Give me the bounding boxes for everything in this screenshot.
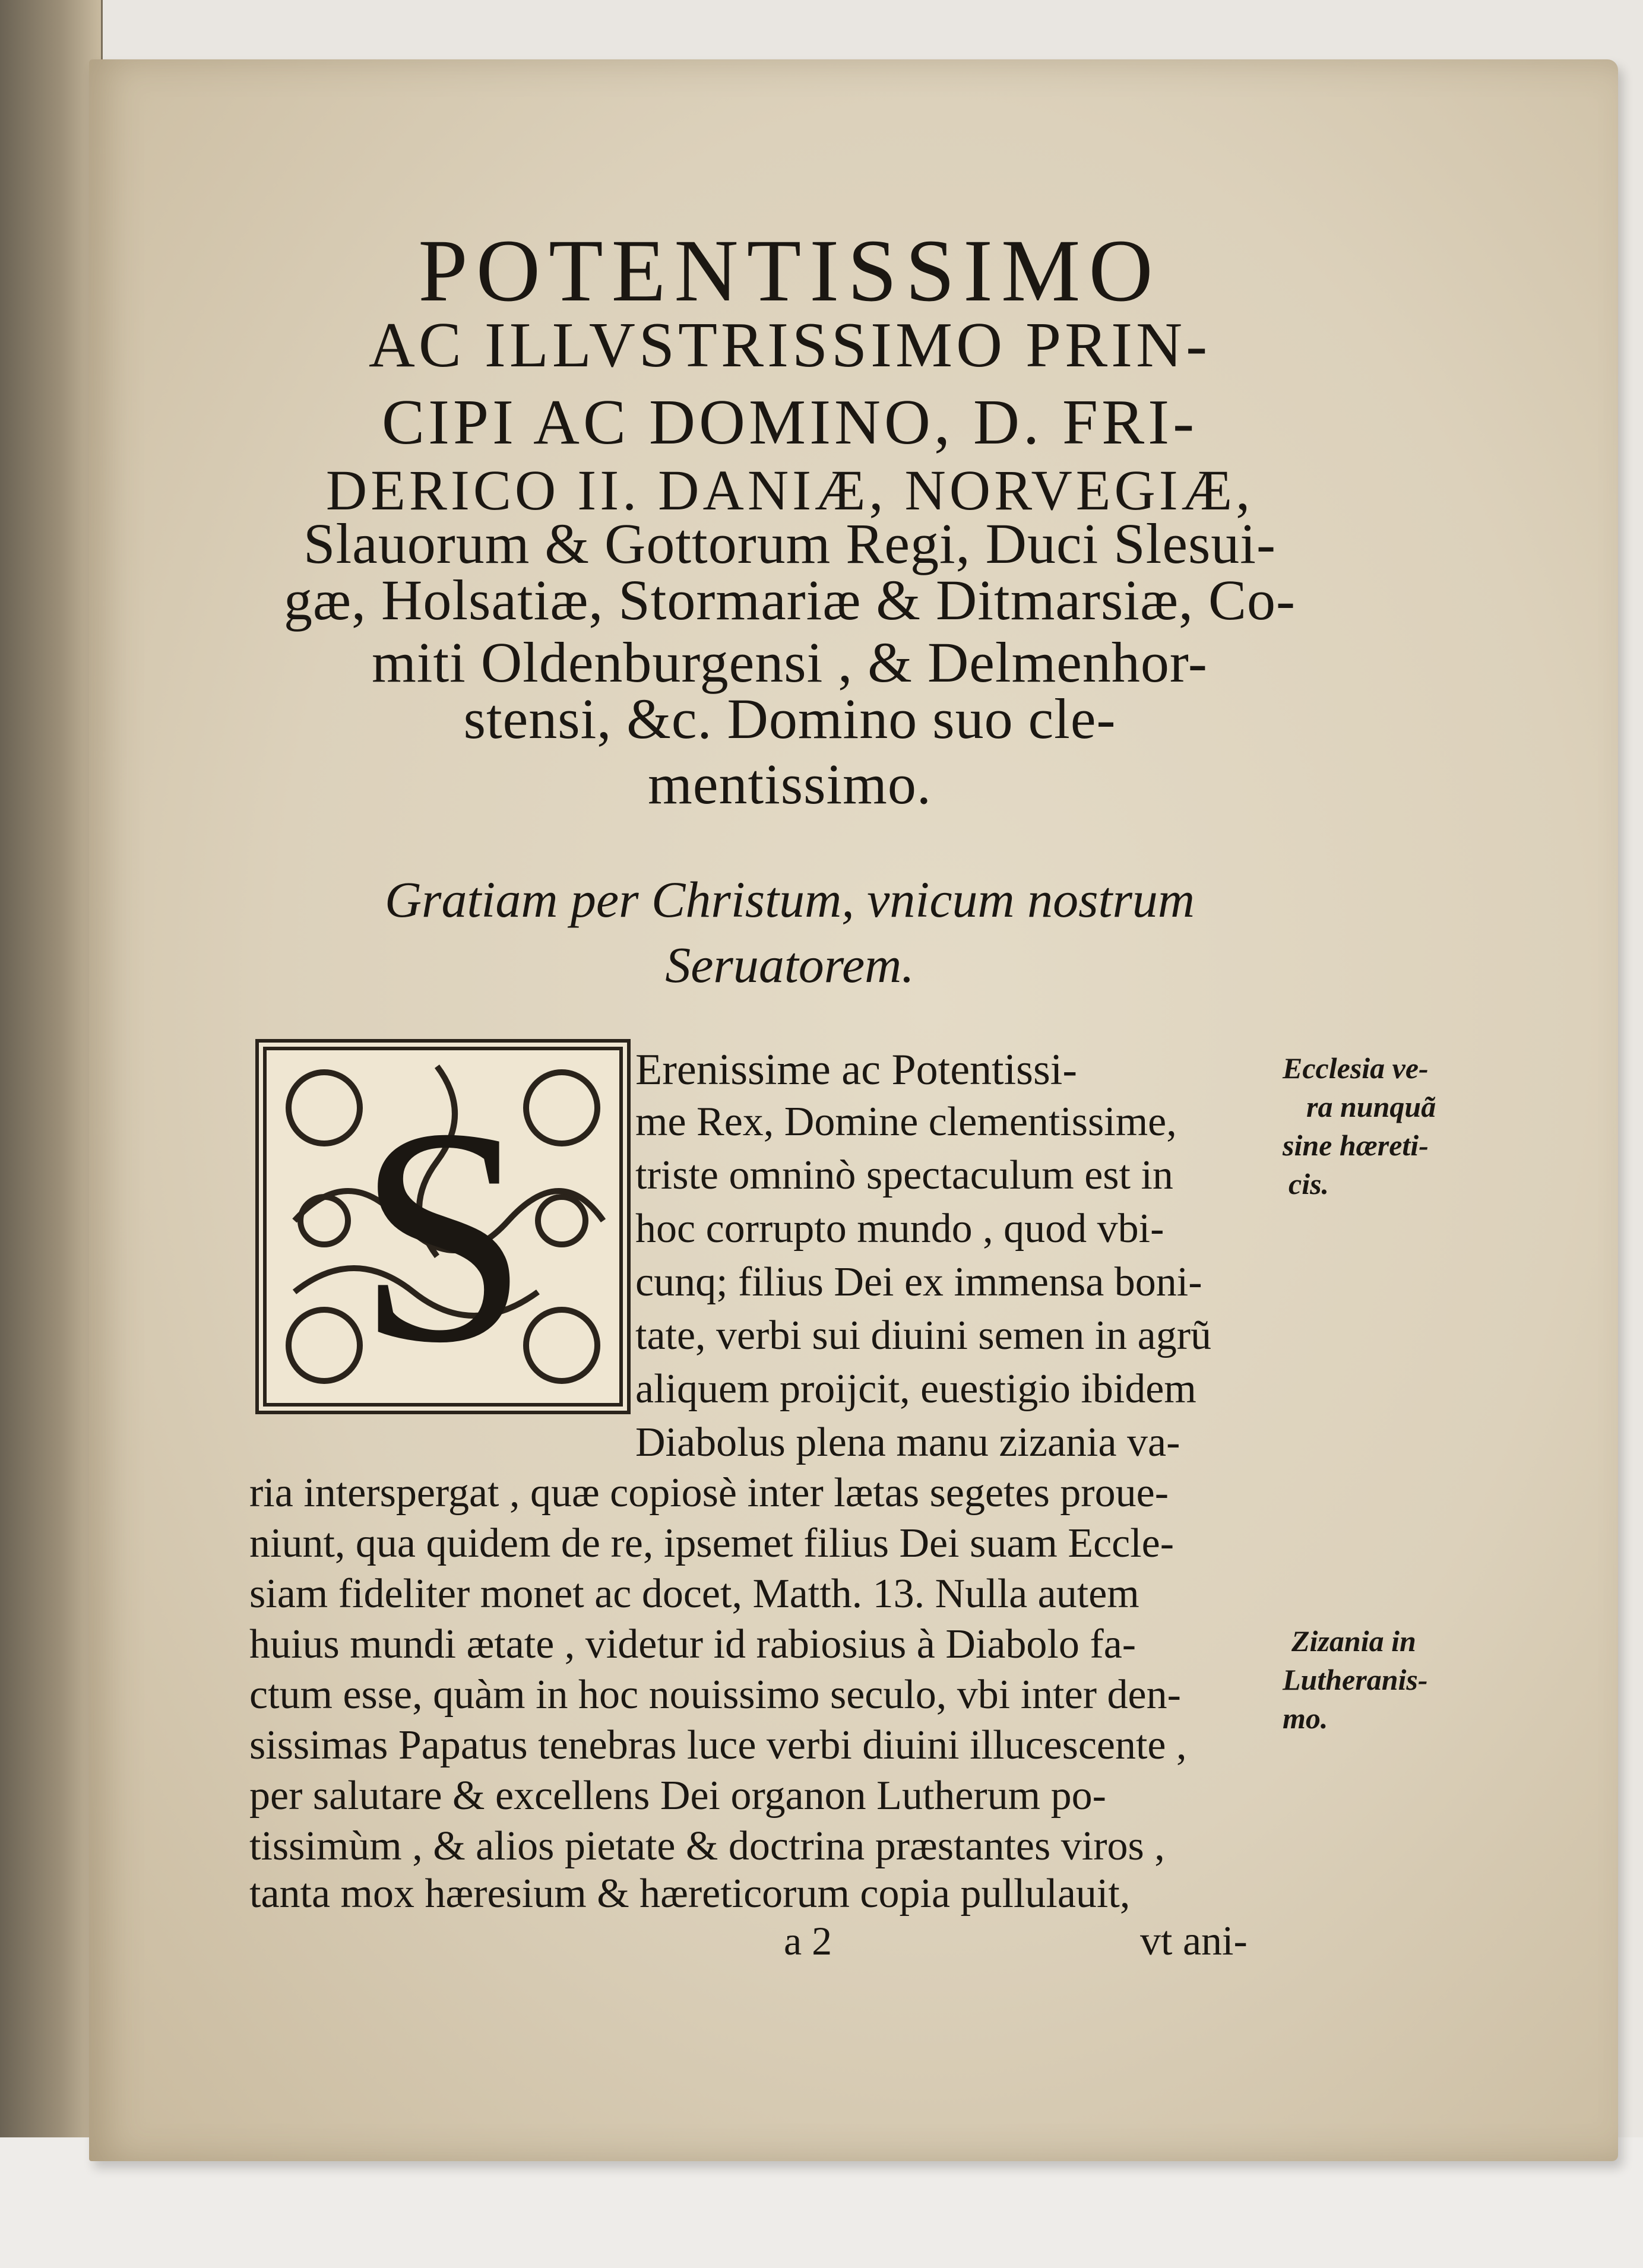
body-line-14: sissimas Papatus tenebras luce verbi diuini illucescente , bbox=[249, 1722, 1187, 1768]
body-line-5: cunq; filius Dei ex immensa boni- bbox=[635, 1259, 1202, 1305]
body-line-11: siam fideliter monet ac docet, Matth. 13. Nulla autem bbox=[249, 1571, 1139, 1617]
heading-line-6: gæ, Holsatiæ, Stormariæ & Ditmarsiæ, Co- bbox=[283, 568, 1296, 632]
margin-note-2-line-3: mo. bbox=[1283, 1702, 1328, 1735]
body-line-9: ria interspergat , quæ copiosè inter lætas segetes proue- bbox=[249, 1470, 1169, 1516]
heading-line-1: POTENTISSIMO bbox=[418, 221, 1161, 320]
body-line-3: triste omninò spectaculum est in bbox=[635, 1152, 1173, 1198]
svg-text:S: S bbox=[357, 1065, 529, 1407]
body-line-10: niunt, qua quidem de re, ipsemet filius Dei suam Eccle- bbox=[249, 1521, 1175, 1566]
signature-mark: a 2 bbox=[784, 1918, 832, 1963]
heading-line-8: stensi, &c. Domino suo cle- bbox=[463, 687, 1116, 750]
margin-note-2-line-2: Lutheranis- bbox=[1283, 1663, 1428, 1696]
body-line-15: per salutare & excellens Dei organon Lutherum po- bbox=[249, 1773, 1106, 1819]
catchword: vt ani- bbox=[1140, 1918, 1248, 1964]
body-line-17: tanta mox hæresium & hæreticorum copia pullulauit, bbox=[249, 1871, 1131, 1917]
heading-line-7: miti Oldenburgensi , & Delmenhor- bbox=[372, 631, 1208, 694]
greeting-line-1: Gratiam per Christum, vnicum nostrum bbox=[384, 871, 1195, 928]
margin-note-1-line-4: cis. bbox=[1289, 1167, 1329, 1200]
body-line-1: Erenissime ac Potentissi- bbox=[635, 1046, 1077, 1094]
heading-line-5: Slauorum & Gottorum Regi, Duci Slesui- bbox=[303, 512, 1276, 575]
body-line-13: ctum esse, quàm in hoc nouissimo seculo, vbi inter den- bbox=[249, 1672, 1181, 1718]
decorated-initial-s bbox=[255, 1039, 631, 1414]
margin-note-2-line-1: Zizania in bbox=[1291, 1624, 1416, 1658]
heading-line-4: DERICO II. DANIÆ, NORVEGIÆ, bbox=[325, 458, 1254, 522]
floral-ornament-icon bbox=[259, 1043, 627, 1411]
facing-page-edge bbox=[0, 0, 103, 2268]
body-line-8: Diabolus plena manu zizania va- bbox=[635, 1420, 1180, 1465]
body-line-6: tate, verbi sui diuini semen in agrũ bbox=[635, 1313, 1212, 1358]
heading-line-3: CIPI AC DOMINO, D. FRI- bbox=[381, 387, 1198, 458]
body-line-12: huius mundi ætate , videtur id rabiosius à Diabolo fa- bbox=[249, 1621, 1137, 1667]
body-line-7: aliquem proijcit, euestigio ibidem bbox=[635, 1366, 1196, 1412]
body-line-16: tissimùm , & alios pietate & doctrina præstantes viros , bbox=[249, 1823, 1165, 1869]
margin-note-1-line-3: sine hæreti- bbox=[1283, 1129, 1429, 1162]
body-line-2: me Rex, Domine clementissime, bbox=[635, 1099, 1177, 1145]
greeting-line-2: Seruatorem. bbox=[665, 936, 914, 993]
margin-note-1-line-1: Ecclesia ve- bbox=[1283, 1051, 1429, 1085]
heading-line-2: AC ILLVSTRISSIMO PRIN- bbox=[368, 310, 1211, 381]
margin-note-1-line-2: ra nunquã bbox=[1306, 1090, 1436, 1123]
heading-line-9: mentissimo. bbox=[648, 752, 932, 816]
body-line-4: hoc corrupto mundo , quod vbi- bbox=[635, 1206, 1164, 1252]
